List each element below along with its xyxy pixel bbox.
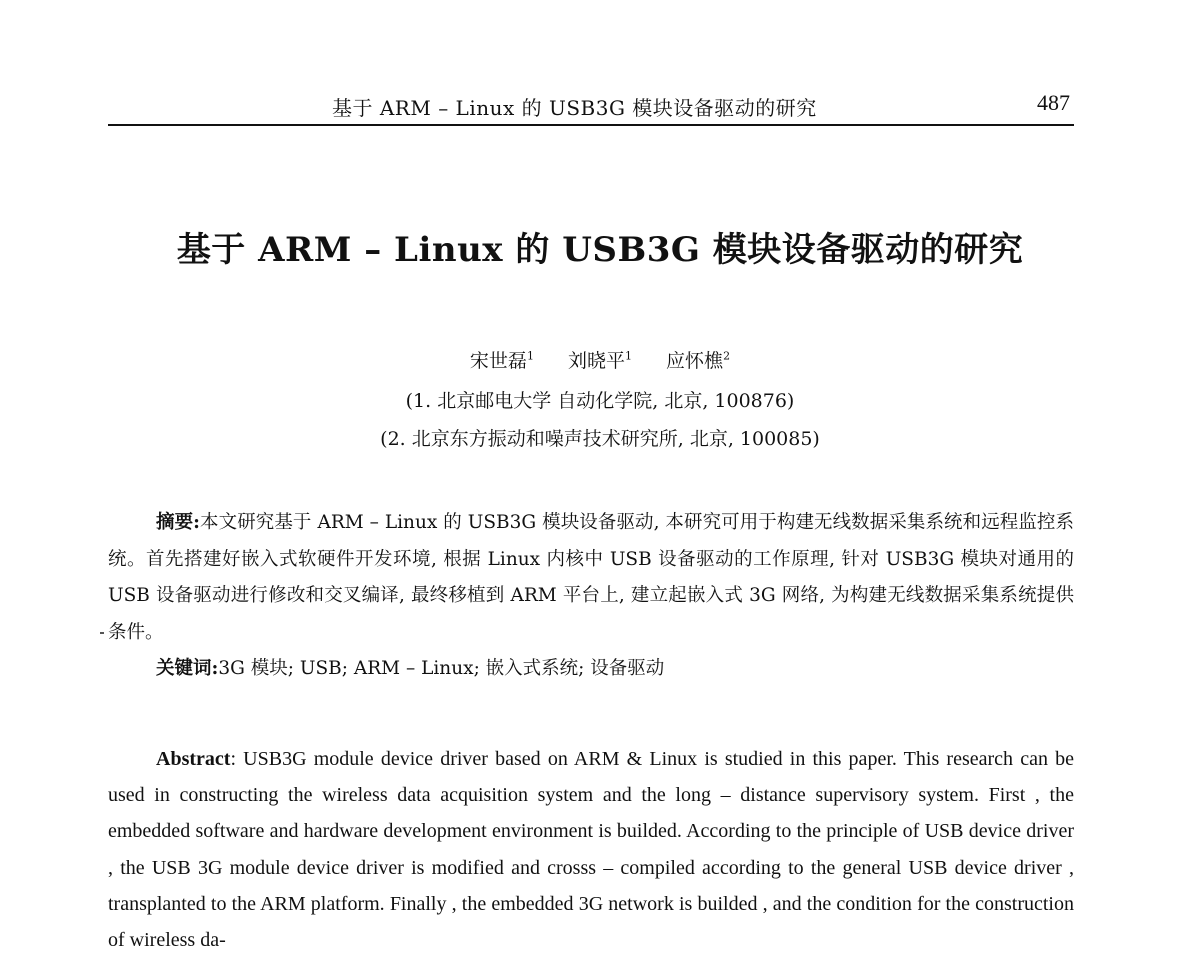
author-name: 刘晓平	[567, 350, 625, 372]
author	[568, 350, 632, 372]
keywords-label: 关键词:	[156, 658, 219, 679]
author-name: 宋世磊	[469, 350, 527, 372]
abstract-en-separator: :	[230, 748, 236, 770]
running-header	[108, 84, 1074, 126]
abstract-en-text: USB3G module device driver based on ARM & Linux is studied in this paper. This research can be used in constructing the wireless data acquisition system and the long – distance supervisory system. First , the embedded software and hardware development environment is builded. According to the principle of USB device driver , the USB 3G module device driver is modified and crosss – compiled according to the general USB device driver , transplanted to the ARM platform. Finally , the embedded 3G network is builded , and the condition for the construction of wireless da-	[108, 748, 1074, 952]
author	[470, 350, 534, 372]
author-affiliation-mark: 2	[723, 349, 731, 363]
author-affiliation-mark: 1	[526, 349, 534, 363]
keywords-text: 3G 模块; USB; ARM – Linux; 嵌入式系统; 设备驱动	[218, 658, 665, 679]
abstract-chinese	[108, 505, 1074, 651]
author-list	[0, 346, 1200, 373]
abstract-en-label: Abstract	[156, 748, 231, 770]
keywords-chinese	[108, 651, 1074, 688]
running-title: 基于 ARM – Linux 的 USB3G 模块设备驱动的研究	[332, 96, 817, 120]
paper-title: 基于 ARM – Linux 的 USB3G 模块设备驱动的研究	[176, 230, 1024, 270]
abstract-text: 本文研究基于 ARM – Linux 的 USB3G 模块设备驱动, 本研究可用于构建无线数据采集系统和远程监控系统。首先搭建好嵌入式软硬件开发环境, 根据 Linux 内核中 USB 设备驱动的工作原理, 针对 USB3G 模块对通用的 USB 设备驱动进行修改和交叉编译, 最终移植到 ARM 平台上, 建立起嵌入式 3G 网络, 为构建无线数据采集系统提供条件。	[108, 512, 1074, 643]
abstract-label: 摘要:	[156, 512, 200, 533]
author-name: 应怀樵	[666, 350, 724, 372]
affiliation: (1. 北京邮电大学 自动化学院, 北京, 100876)	[405, 390, 795, 412]
author-affiliation-mark: 1	[625, 349, 632, 363]
margin-mark	[100, 632, 104, 634]
page-number: 487	[1037, 90, 1070, 115]
affiliation: (2. 北京东方振动和噪声技术研究所, 北京, 100085)	[380, 428, 820, 450]
author	[666, 350, 730, 372]
abstract-english	[108, 741, 1074, 958]
